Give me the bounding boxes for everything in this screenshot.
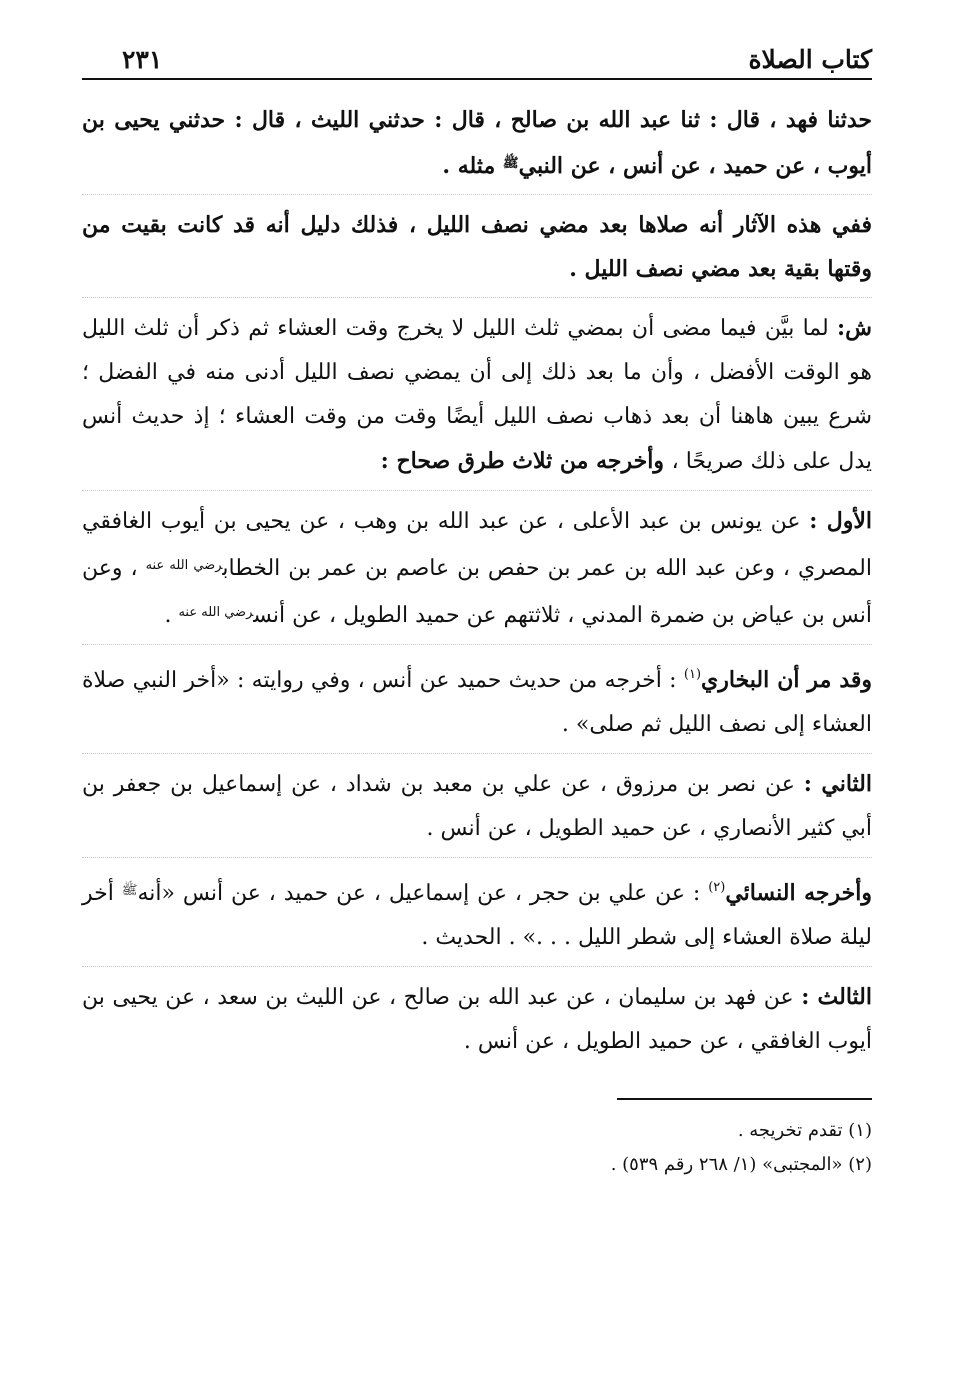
footnote-item: (١) تقدم تخريجه . bbox=[737, 1120, 872, 1141]
page-body bbox=[82, 98, 872, 1070]
paragraph-conclusion bbox=[82, 203, 872, 298]
paragraph-text: لما بيَّن فيما مضى أن بمضي ثلث الليل لا يخرج وقت العشاء ثم ذكر أن ثلث الليل هو الوقت الأفضل ، وأن ما بعد ذلك إلى أن يمضي نصف الليل أدنى منه في الفضل ؛ شرع يبين هاهنا أن بعد ذهاب نصف الليل أيضًا وقت من وقت العشاء ؛ إذ حديث أنس يدل على ذلك صريحًا ، bbox=[82, 316, 872, 474]
paragraph-text-2: ، وعن أنس بن عياض بن ضمرة المدني ، ثلاثتهم عن حميد الطويل ، عن أنس bbox=[82, 556, 872, 628]
honorific-mark: رضي الله عنه bbox=[145, 558, 223, 573]
footnote-ref[interactable]: (٢) bbox=[708, 880, 726, 895]
paragraph-tail: . bbox=[164, 603, 179, 628]
footnotes bbox=[82, 1114, 872, 1182]
footnote-item: (٢) «المجتبى» (١/ ٢٦٨ رقم ٥٣٩) . bbox=[610, 1154, 872, 1175]
footnote-separator bbox=[617, 1098, 872, 1100]
page-number: ٢٣١ bbox=[122, 45, 163, 74]
book-title: كتاب الصلاة bbox=[748, 45, 872, 74]
paragraph-hadith-chain bbox=[82, 98, 872, 195]
route-heading: الثالث : bbox=[801, 984, 872, 1010]
paragraph-second-route bbox=[82, 762, 872, 858]
paragraph-text: : أخرجه من حديث حميد عن أنس ، وفي روايته : «أخر النبي صلاة العشاء إلى نصف الليل ثم صلى» . bbox=[82, 668, 872, 737]
paragraph-text: عن نصر بن مرزوق ، عن علي بن معبد بن شداد ، عن إسماعيل بن جعفر بن أبي كثير الأنصاري ، عن حميد الطويل ، عن أنس . bbox=[82, 772, 872, 841]
paragraph-text: ففي هذه الآثار أنه صلاها بعد مضي نصف الليل ، فذلك دليل أنه قد كانت بقيت من وقتها بقية بعد مضي نصف الليل . bbox=[82, 212, 872, 282]
paragraph-third-route bbox=[82, 975, 872, 1070]
paragraph-tail: أخر ليلة صلاة العشاء إلى شطر الليل . . .» . الحديث . bbox=[82, 881, 872, 950]
paragraph-text: : عن علي بن حجر ، عن إسماعيل ، عن حميد ، عن أنس «أنه bbox=[137, 881, 709, 906]
commentary-marker: ش: bbox=[837, 315, 872, 341]
footnote-ref[interactable]: (١) bbox=[683, 667, 702, 682]
paragraph-nasai bbox=[82, 866, 872, 967]
book-page bbox=[82, 28, 872, 1358]
honorific-mark: رضي الله عنه bbox=[178, 605, 254, 620]
paragraph-first-route bbox=[82, 499, 872, 645]
paragraph-tail: مثله . bbox=[442, 153, 503, 179]
route-heading: الثاني : bbox=[803, 771, 872, 797]
paragraph-bold-tail: وأخرجه من ثلاث طرق صحاح : bbox=[380, 448, 672, 474]
paragraph-text: عن يونس بن عبد الأعلى ، عن عبد الله بن وهب ، عن يحيى بن أيوب الغافقي المصري ، وعن عبد الله بن عمر بن حفص بن عاصم بن عمر بن الخطاب bbox=[82, 509, 872, 581]
page-header bbox=[82, 28, 872, 80]
paragraph-lead: وأخرجه النسائي bbox=[725, 880, 873, 906]
paragraph-commentary bbox=[82, 306, 872, 491]
salutation-mark: ﷺ bbox=[121, 883, 138, 898]
paragraph-text: حدثنا فهد ، قال : ثنا عبد الله بن صالح ، قال : حدثني الليث ، قال : حدثني يحيى بن أيوب ، عن حميد ، عن أنس ، عن النبي bbox=[82, 107, 872, 179]
paragraph-bukhari bbox=[82, 653, 872, 754]
salutation-mark: ﷺ bbox=[502, 156, 519, 171]
paragraph-text: عن فهد بن سليمان ، عن عبد الله بن صالح ، عن الليث بن سعد ، عن يحيى بن أيوب الغافقي ، عن حميد الطويل ، عن أنس . bbox=[82, 985, 872, 1054]
paragraph-lead: وقد مر أن البخاري bbox=[701, 667, 873, 693]
route-heading: الأول : bbox=[809, 508, 872, 534]
